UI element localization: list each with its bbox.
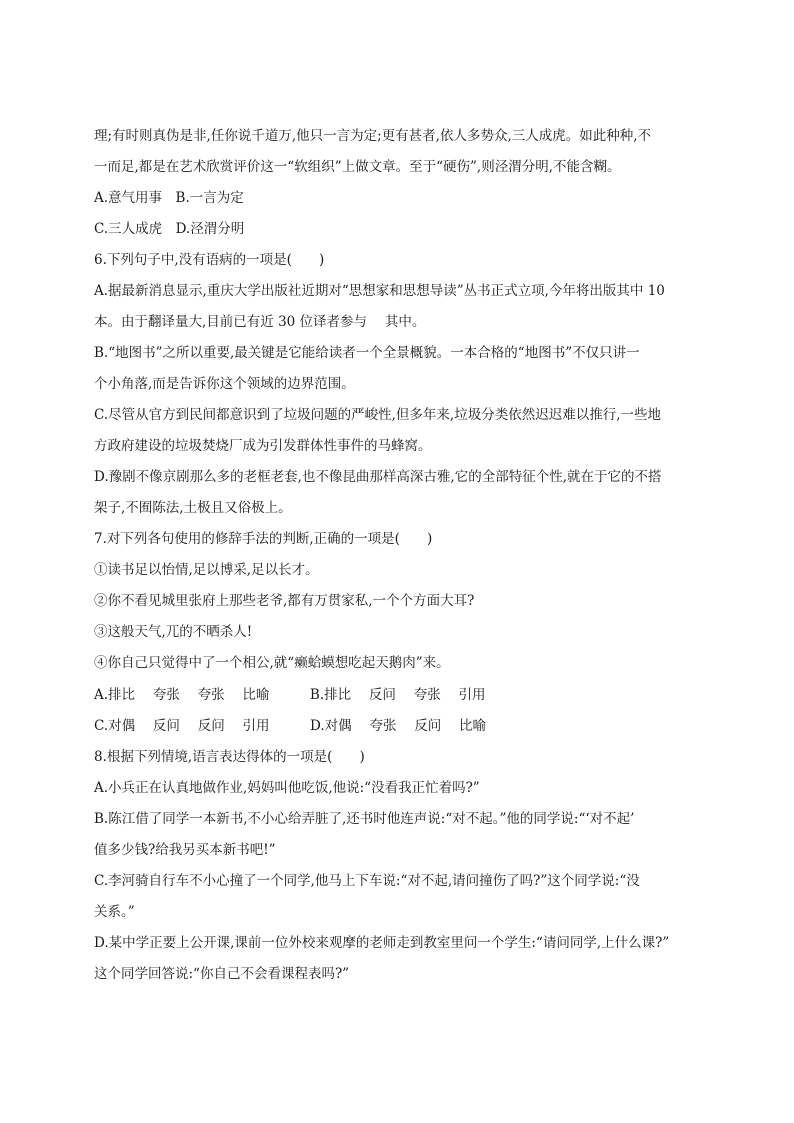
q8-option-b-line-2: 值多少钱?给我另买本新书吧!” [94, 842, 276, 858]
q8-option-c-line-1: C.李河骑自行车不小心撞了一个同学,他马上下车说:“对不起,请问撞伤了吗?”这个同学说:“没 [94, 873, 640, 889]
question-6-stem: 6.下列句子中,没有语病的一项是( ) [94, 252, 325, 268]
q7-options-cd: C.对偶 反问 反问 引用 D.对偶 夸张 反问 比喻 [94, 718, 487, 734]
q6-option-b-line-1: B.“地图书”之所以重要,最关键是它能给读者一个全景概貌。一本合格的“地图书”不仅只讲一 [94, 345, 640, 361]
q6-option-d-line-1: D.豫剧不像京剧那么多的老框老套,也不像昆曲那样高深古雅,它的全部特征个性,就在于它的不搭 [94, 469, 662, 485]
q5-options-ab: A.意气用事 B.一言为定 [94, 190, 244, 206]
q6-option-c-line-1: C.尽管从官方到民间都意识到了垃圾问题的严峻性,但多年来,垃圾分类依然迟迟难以推行,一些地 [94, 407, 662, 423]
q6-option-a-line-2: 本。由于翻译量大,目前已有近 30 位译者参与 其中。 [94, 314, 426, 330]
q8-option-b-line-1: B.陈江借了同学一本新书,不小心给弄脏了,还书时他连声说:“对不起。”他的同学说:“‘对不起’ [94, 811, 635, 827]
q6-option-d-line-2: 架子,不囿陈法,土极且又俗极上。 [94, 500, 292, 516]
q5-options-cd: C.三人成虎 D.泾渭分明 [94, 221, 245, 237]
q7-sentence-2: ②你不看见城里张府上那些老爷,都有万贯家私,一个个方面大耳? [94, 593, 475, 609]
q6-option-a-line-1: A.据最新消息显示,重庆大学出版社近期对“思想家和思想导读”丛书正式立项,今年将出版其中 10 [94, 283, 665, 299]
passage-line-1: 理;有时则真伪是非,任你说千道万,他只一言为定;更有甚者,依人多势众,三人成虎。如此种种,不 [94, 128, 652, 144]
q8-option-d-line-1: D.某中学正要上公开课,课前一位外校来观摩的老师走到教室里问一个学生:“请问同学,上什么课?” [94, 935, 670, 951]
q6-option-c-line-2: 方政府建设的垃圾焚烧厂成为引发群体性事件的马蜂窝。 [94, 438, 432, 454]
q8-option-c-line-2: 关系。” [94, 904, 135, 920]
q8-option-d-line-2: 这个同学回答说:“你自己不会看课程表吗?” [94, 966, 350, 982]
q7-options-ab: A.排比 夸张 夸张 比喻 B.排比 反问 夸张 引用 [94, 687, 486, 703]
question-8-stem: 8.根据下列情境,语言表达得体的一项是( ) [94, 749, 365, 765]
question-7-stem: 7.对下列各句使用的修辞手法的判断,正确的一项是( ) [94, 531, 433, 547]
q6-option-b-line-2: 个小角落,而是告诉你这个领域的边界范围。 [94, 376, 355, 392]
q7-sentence-3: ③这般天气,兀的不晒杀人! [94, 624, 253, 640]
q7-sentence-1: ①读书足以怡情,足以博采,足以长才。 [94, 562, 319, 578]
passage-line-2: 一而足,都是在艺术欣赏评价这一“软组织”上做文章。至于“硬伤”,则泾渭分明,不能含糊。 [94, 159, 621, 175]
q8-option-a: A.小兵正在认真地做作业,妈妈叫他吃饭,他说:“没看我正忙着吗?” [94, 780, 480, 796]
q7-sentence-4: ④你自己只觉得中了一个相公,就“癞蛤蟆想吃起天鹅肉”来。 [94, 655, 450, 671]
